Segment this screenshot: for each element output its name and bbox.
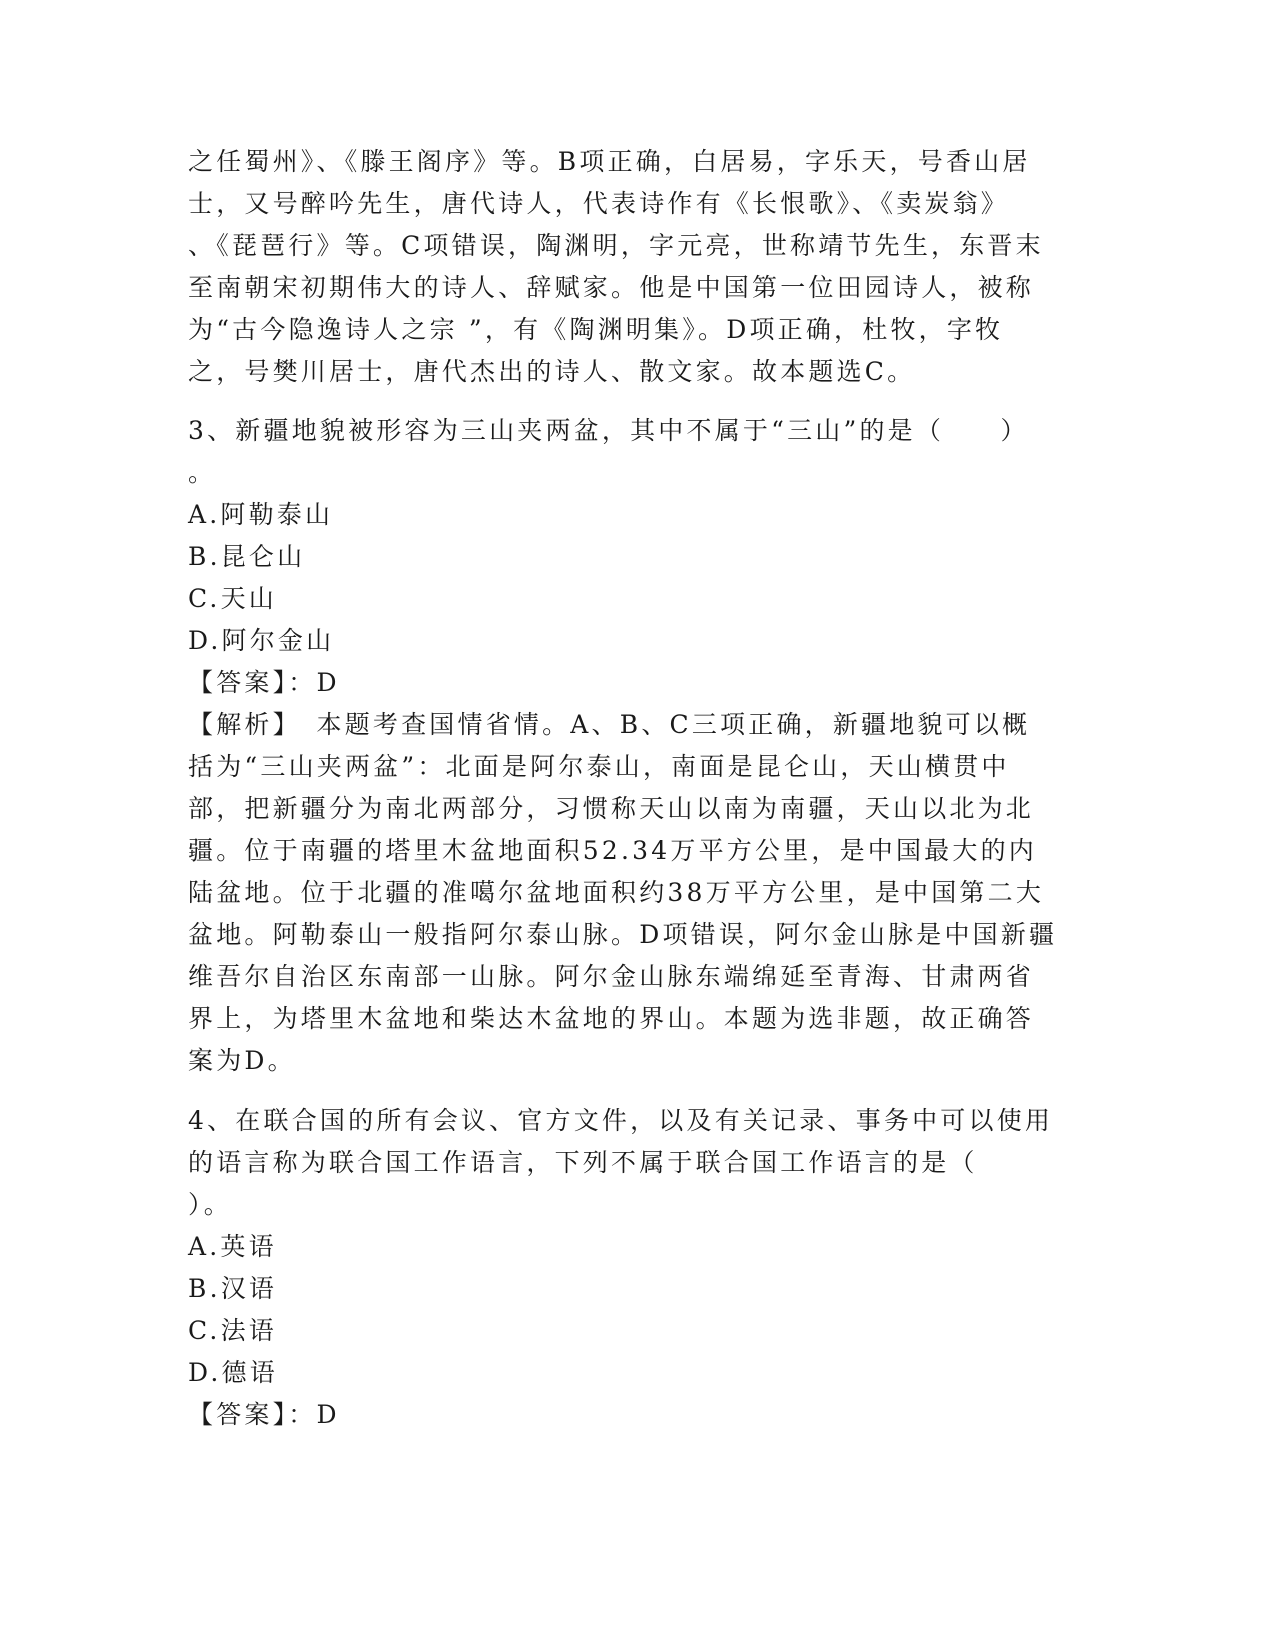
question-3-option-a: A.阿勒泰山 [188,500,334,529]
explanation-line: 、《琵琶行》等。C项错误，陶渊明，字元亮，世称靖节先生，东晋末 [188,231,1044,260]
question-3-analysis: 部，把新疆分为南北两部分，习惯称天山以南为南疆，天山以北为北 [188,794,1035,823]
question-4-answer: 【答案】：D [188,1400,340,1429]
question-3-option-b: B.昆仑山 [188,542,306,571]
question-3-stem: 。 [188,458,217,487]
question-3-option-c: C.天山 [188,584,277,613]
question-3-analysis: 括为“三山夹两盆”：北面是阿尔泰山，南面是昆仑山，天山横贯中 [188,752,1010,781]
question-3-analysis: 维吾尔自治区东南部一山脉。阿尔金山脉东端绵延至青海、甘肃两省 [188,962,1035,991]
question-3-analysis: 盆地。阿勒泰山一般指阿尔泰山脉。D项错误，阿尔金山脉是中国新疆 [188,920,1058,949]
question-4-option-d: D.德语 [188,1358,278,1387]
question-4-option-b: B.汉语 [188,1274,278,1303]
question-3-analysis: 界上，为塔里木盆地和柴达木盆地的界山。本题为选非题，故正确答 [188,1004,1035,1033]
explanation-line: 为“古今隐逸诗人之宗 ”，有《陶渊明集》。D项正确，杜牧，字牧 [188,315,1004,344]
question-4-option-a: A.英语 [188,1232,277,1261]
question-3-option-d: D.阿尔金山 [188,626,335,655]
explanation-line: 士，又号醉吟先生，唐代诗人，代表诗作有《长恨歌》、《卖炭翁》 [188,189,1010,218]
explanation-line: 至南朝宋初期伟大的诗人、辞赋家。他是中国第一位田园诗人，被称 [188,273,1035,302]
question-4-stem: ）。 [188,1190,232,1219]
question-3-analysis: 案为D。 [188,1046,296,1075]
question-4-stem: 4、在联合国的所有会议、官方文件，以及有关记录、事务中可以使用 [188,1106,1054,1135]
question-4-stem: 的语言称为联合国工作语言，下列不属于联合国工作语言的是（ [188,1148,978,1177]
question-3-analysis: 陆盆地。位于北疆的准噶尔盆地面积约38万平方公里，是中国第二大 [188,878,1045,907]
question-3-stem: 3、新疆地貌被形容为三山夹两盆，其中不属于“三山”的是（ ） [188,416,1029,445]
question-3-analysis: 【解析】 本题考查国情省情。A、B、C三项正确，新疆地貌可以概 [188,710,1031,739]
question-3-analysis: 疆。位于南疆的塔里木盆地面积52.34万平方公里，是中国最大的内 [188,836,1037,865]
question-4-option-c: C.法语 [188,1316,277,1345]
explanation-line: 之任蜀州》、《滕王阁序》等。B项正确，白居易，字乐天，号香山居 [188,147,1031,176]
explanation-line: 之，号樊川居士，唐代杰出的诗人、散文家。故本题选C。 [188,357,916,386]
question-3-answer: 【答案】：D [188,668,340,697]
